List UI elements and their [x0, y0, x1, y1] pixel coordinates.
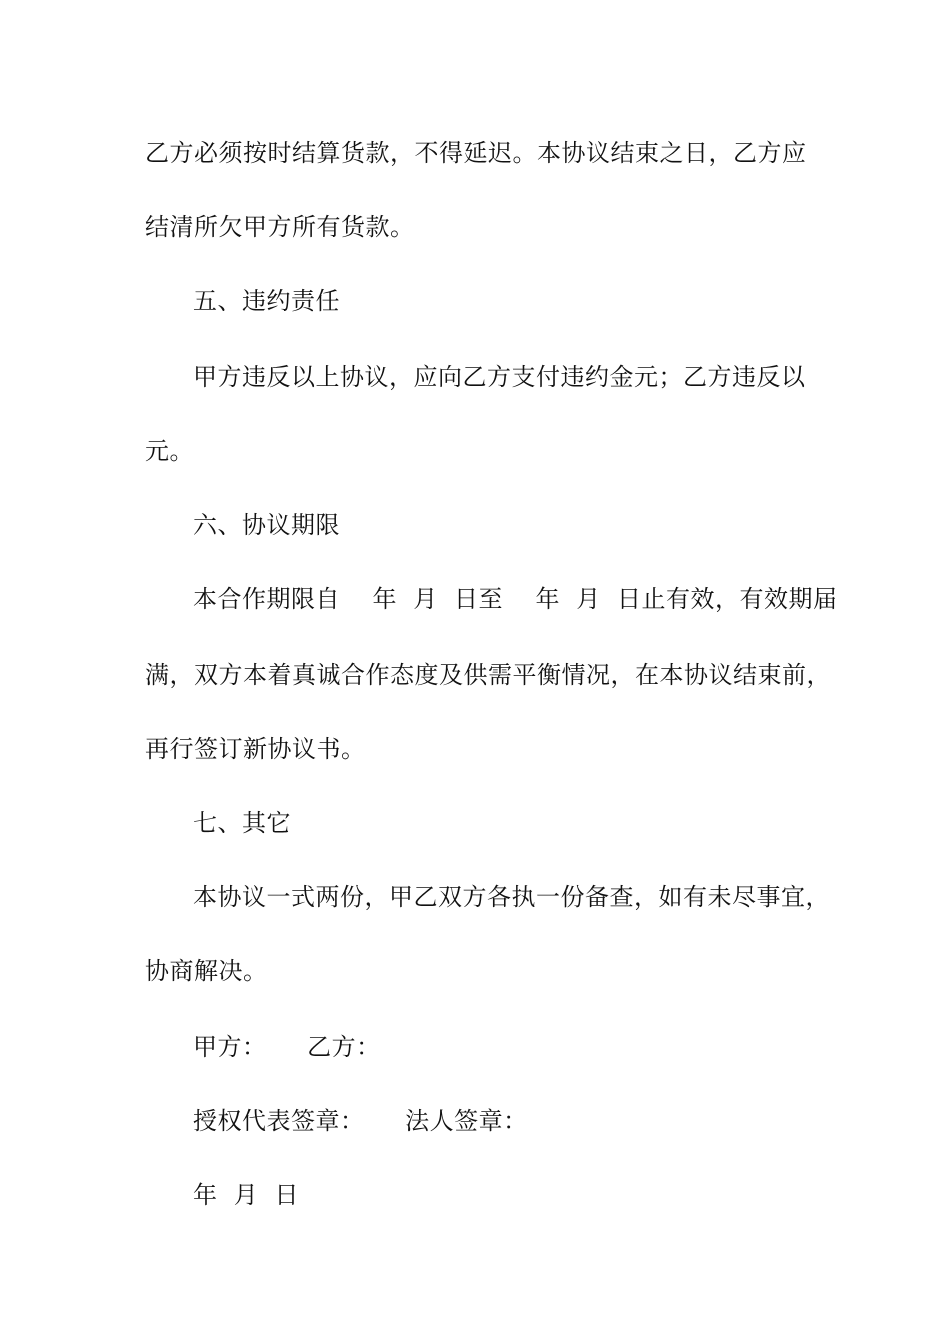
- paragraph-line-breach-cont: 元。: [145, 437, 194, 465]
- section-heading-other: 七、其它: [193, 809, 291, 837]
- paragraph-line-term: 本合作期限自 年 月 日至 年 月 日止有效，有效期届: [193, 585, 838, 613]
- paragraph-line-other: 本协议一式两份，甲乙双方各执一份备查，如有未尽事宜，: [193, 883, 830, 911]
- paragraph-line-payment: 乙方必须按时结算货款，不得延迟。本协议结束之日，乙方应: [145, 139, 807, 167]
- paragraph-line-breach: 甲方违反以上协议，应向乙方支付违约金元；乙方违反以: [193, 363, 806, 391]
- paragraph-line-other-cont: 协商解决。: [145, 957, 268, 985]
- signature-representatives: 授权代表签章： 法人签章：: [193, 1107, 528, 1135]
- section-heading-breach: 五、违约责任: [193, 287, 340, 315]
- paragraph-line-payment-cont: 结清所欠甲方所有货款。: [145, 213, 415, 241]
- signature-parties: 甲方： 乙方：: [193, 1033, 381, 1061]
- signature-date: 年 月 日: [193, 1181, 300, 1209]
- section-heading-term: 六、协议期限: [193, 511, 340, 539]
- paragraph-line-term-end: 再行签订新协议书。: [145, 735, 366, 763]
- paragraph-line-term-cont: 满，双方本着真诚合作态度及供需平衡情况，在本协议结束前，: [145, 661, 831, 689]
